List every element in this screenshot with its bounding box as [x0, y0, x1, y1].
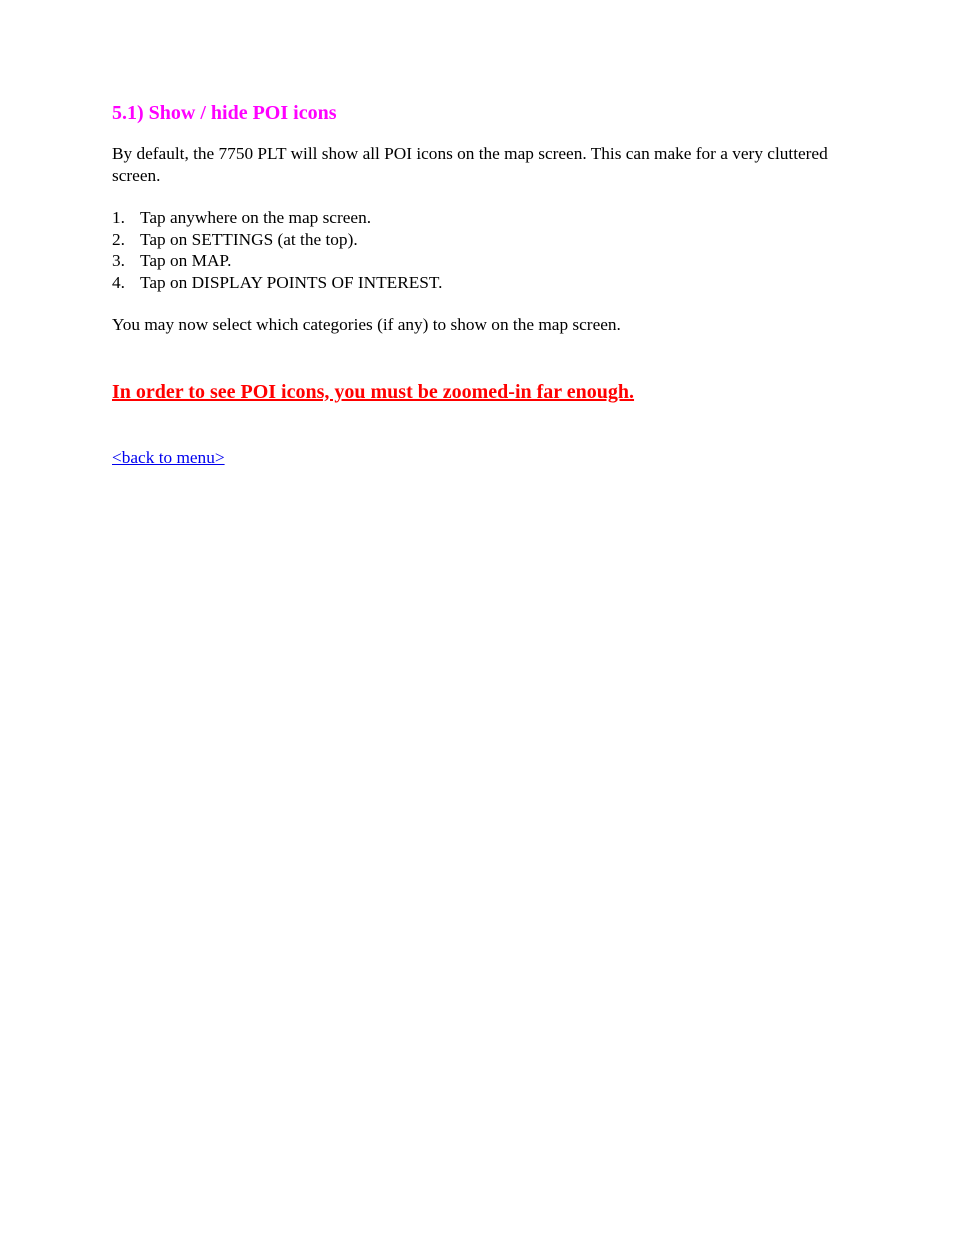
step-number: 4. — [112, 272, 125, 292]
back-to-menu-link[interactable]: <back to menu> — [112, 447, 225, 467]
list-item — [112, 272, 842, 294]
intro-paragraph: By default, the 7750 PLT will show all POI icons on the map screen. This can make for a very cluttered screen. — [112, 144, 828, 185]
step-text: Tap anywhere on the map screen. — [140, 208, 372, 227]
document-page — [112, 99, 842, 468]
step-number: 2. — [112, 229, 125, 249]
categories-paragraph: You may now select which categories (if any) to show on the map screen. — [112, 315, 621, 334]
section-heading: 5.1) Show / hide POI icons — [112, 102, 337, 124]
step-text: Tap on DISPLAY POINTS OF INTEREST. — [140, 272, 443, 292]
zoom-warning: In order to see POI icons, you must be zoomed-in far enough. — [112, 380, 635, 403]
step-text: Tap on MAP. — [140, 251, 232, 270]
step-number: 1. — [112, 208, 125, 227]
step-text: Tap on SETTINGS (at the top). — [140, 229, 358, 249]
step-number: 3. — [112, 251, 125, 270]
list-item — [112, 250, 842, 272]
list-item — [112, 207, 842, 229]
steps-list — [112, 207, 842, 293]
list-item — [112, 229, 842, 251]
